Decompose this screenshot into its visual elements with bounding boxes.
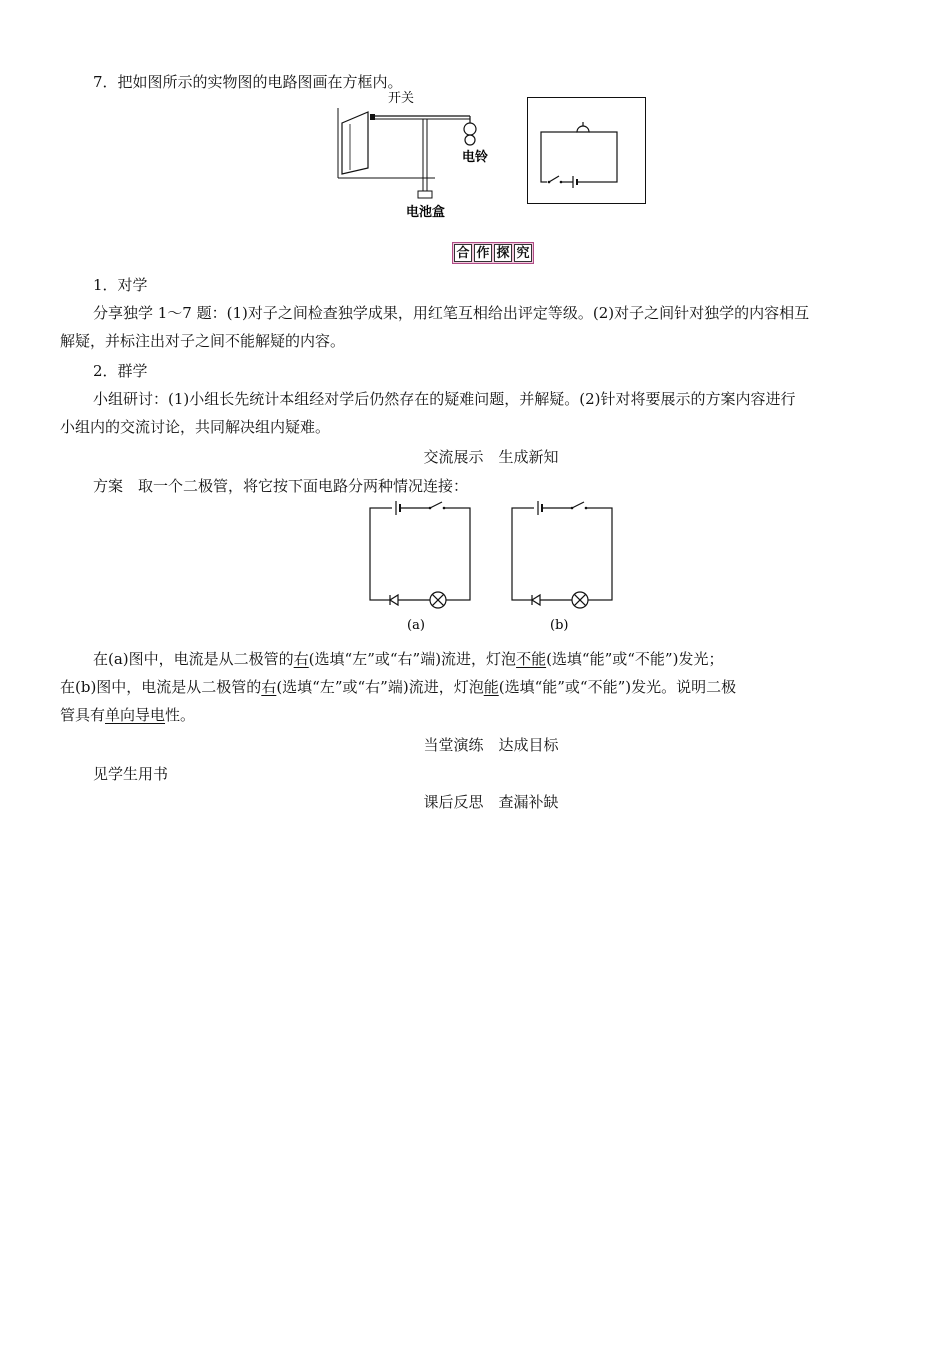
qun-xue-heading: 2．群学 [93,362,148,380]
bell-label: 电铃 [462,150,489,165]
answer-line-2 [60,677,736,697]
answer-line-1-part-3: (选填“能”或“不能”)发光； [546,650,724,668]
answer-1-current-end: 右 [293,650,309,668]
battery-box [418,191,432,198]
answer-5-property: 单向导电 [105,706,166,724]
section-exchange-heading: 交流展示 生成新知 [423,448,559,466]
dui-xue-line-2: 解疑，并标注出对子之间不能解疑的内容。 [60,332,346,350]
circuit-diagram-box [527,97,647,205]
section-reflect-heading: 课后反思 查漏补缺 [423,793,559,811]
answer-line-1-part-2: (选填“左”或“右”端)流进，灯泡 [308,650,517,668]
answer-line-2-part-1: 在(b)图中，电流是从二极管的 [60,678,262,696]
circuit-a-label: (a) [407,618,425,633]
bell-cup [465,135,475,145]
answer-2-lamp-lights: 不能 [516,650,547,668]
answer-line-1 [93,649,723,669]
answer-line-2-part-3: (选填“能”或“不能”)发光。说明二极 [498,678,737,696]
switch-plate [342,112,368,174]
answer-3-current-end: 右 [261,678,277,696]
circuit-b-label: (b) [550,618,569,633]
circuit-b [512,501,612,633]
badge-char-1: 合 [454,244,472,262]
diode-circuits-figure [360,496,622,634]
bell-dome [464,123,476,135]
answer-line-2-part-2: (选填“左”或“右”端)流进，灯泡 [276,678,484,696]
plan-text: 方案 取一个二极管，将它按下面电路分两种情况连接： [93,477,469,495]
badge-char-4: 究 [514,244,532,262]
dui-xue-line-1: 分享独学 1～7 题：(1)对子之间检查独学成果，用红笔互相给出评定等级。(2)对子之间针对独学的内容相互 [93,304,810,322]
circuit-a [370,501,470,633]
see-student-book: 见学生用书 [93,765,169,783]
answer-line-3-part-1: 管具有 [60,706,106,724]
answer-line-3-part-2: 性。 [165,706,196,724]
dui-xue-heading: 1．对学 [93,276,148,294]
qun-xue-line-2: 小组内的交流讨论，共同解决组内疑难。 [60,418,331,436]
answer-line-3 [60,705,195,725]
section-practice-heading: 当堂演练 达成目标 [423,736,559,754]
answer-4-lamp-lights: 能 [483,678,499,696]
physical-circuit-figure [330,88,510,222]
circuit-b-loop [512,508,612,600]
qun-xue-line-1: 小组研讨：(1)小组长先统计本组经对学后仍然存在的疑难问题，并解疑。(2)针对将要展示的方案内容进行 [93,390,796,408]
switch-knob [370,114,375,120]
question-7: 7．把如图所示的实物图的电路图画在方框内。 [93,73,403,91]
answer-line-1-part-1: 在(a)图中，电流是从二极管的 [93,650,294,668]
answer-frame [528,98,646,204]
badge-char-2: 作 [474,244,492,262]
battery-box-label: 电池盒 [406,205,446,220]
switch-dot-left [548,181,551,184]
section-badge-cooperative-inquiry [452,242,534,264]
circuit-a-loop [370,508,470,600]
switch-label: 开关 [388,91,415,106]
badge-char-3: 探 [494,244,512,262]
